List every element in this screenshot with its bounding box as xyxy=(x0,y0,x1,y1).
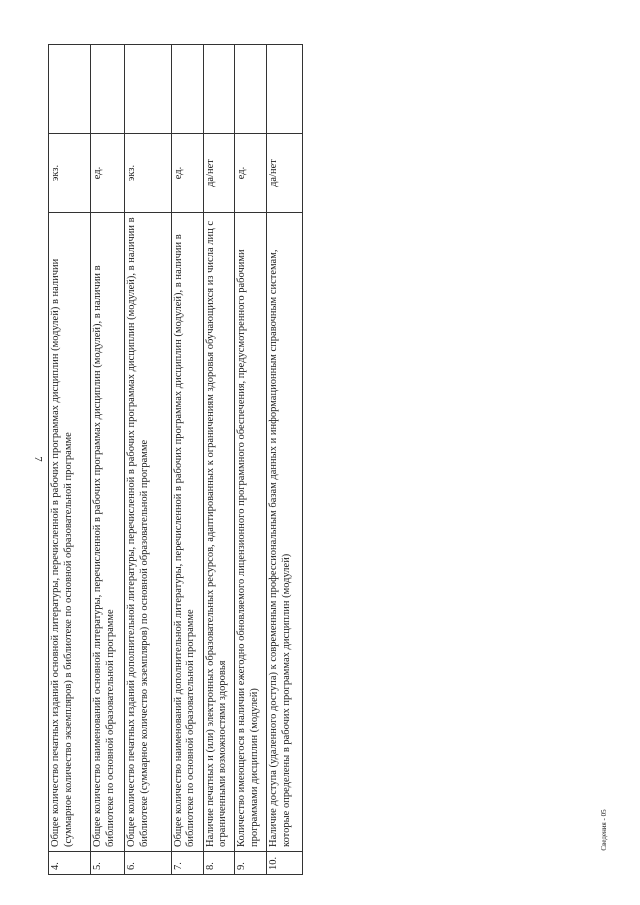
row-unit: экз. xyxy=(49,134,91,213)
row-value xyxy=(49,45,91,134)
row-description: Наличие доступа (удаленного доступа) к современным профессиональным базам данных и информационным справочным системам, которые определены в рабочих программах дисциплин (модулей) xyxy=(267,213,303,852)
indicators-table-rotated xyxy=(48,45,303,875)
row-value xyxy=(267,45,303,134)
table-row xyxy=(91,45,125,875)
row-description: Общее количество наименований основной литературы, перечисленной в рабочих программах дисциплин (модулей), в наличии в библиотеке по основной образовательной программе xyxy=(91,213,125,852)
row-number: 7. xyxy=(171,852,203,875)
row-number: 4. xyxy=(49,852,91,875)
row-unit: экз. xyxy=(125,134,172,213)
row-value xyxy=(235,45,267,134)
row-value xyxy=(171,45,203,134)
row-description: Общее количество печатных изданий основной литературы, перечисленной в рабочих программах дисциплин (модулей) в наличии (суммарное количество экземпляров) в библиотеке по основной образовательной программе xyxy=(49,213,91,852)
row-number: 10. xyxy=(267,852,303,875)
row-value xyxy=(91,45,125,134)
row-number: 8. xyxy=(203,852,235,875)
row-description: Количество имеющегося в наличии ежегодно обновляемого лицензионного программного обеспечения, предусмотренного рабочими программами дисциплин (модулей) xyxy=(235,213,267,852)
row-description: Наличие печатных и (или) электронных образовательных ресурсов, адаптированных к ограничениям здоровья обучающихся из числа лиц с ограниченными возможностями здоровья xyxy=(203,213,235,852)
row-number: 9. xyxy=(235,852,267,875)
table-row xyxy=(203,45,235,875)
table-row xyxy=(49,45,91,875)
row-unit: ед. xyxy=(235,134,267,213)
row-number: 6. xyxy=(125,852,172,875)
table-row xyxy=(267,45,303,875)
table-row xyxy=(235,45,267,875)
page-number: 7 xyxy=(32,456,44,462)
row-description: Общее количество печатных изданий дополнительной литературы, перечисленной в рабочих программах дисциплин (модулей), в наличии в библиотеке (суммарное количество экземпляров) по основной образовательной программе xyxy=(125,213,172,852)
row-description: Общее количество наименований дополнительной литературы, перечисленной в рабочих программах дисциплин (модулей), в наличии в библиотеке по основной образовательной программе xyxy=(171,213,203,852)
row-value xyxy=(203,45,235,134)
indicators-table xyxy=(48,44,303,875)
row-value xyxy=(125,45,172,134)
footer-label: Сведения - 05 xyxy=(600,809,608,851)
table-row xyxy=(171,45,203,875)
row-unit: ед. xyxy=(171,134,203,213)
table-row xyxy=(125,45,172,875)
row-unit: ед. xyxy=(91,134,125,213)
row-unit: да/нет xyxy=(267,134,303,213)
row-number: 5. xyxy=(91,852,125,875)
row-unit: да/нет xyxy=(203,134,235,213)
